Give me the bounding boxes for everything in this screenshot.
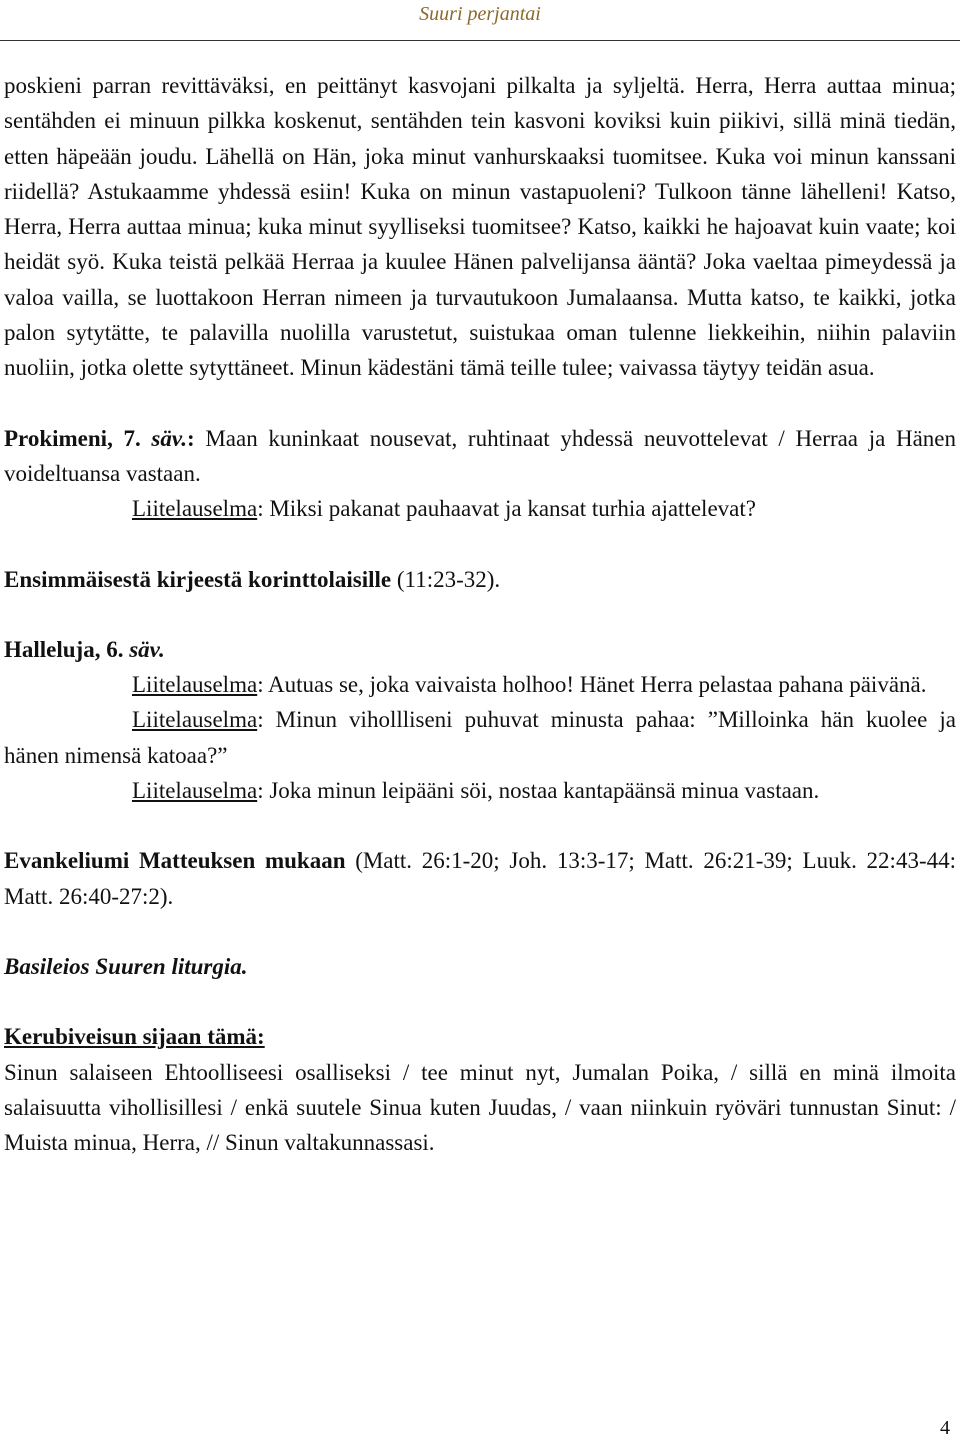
alleluia-tone: säv. (129, 636, 165, 662)
epistle-title: Ensimmäisestä kirjeestä korinttolaisille (4, 566, 392, 592)
alleluia-heading (4, 632, 956, 667)
verse-text: : Joka minun leipääni söi, nostaa kantapäänsä minua vastaan. (257, 778, 820, 804)
header-title: Suuri perjantai (419, 3, 541, 25)
verse-text: : Miksi pakanat pauhaavat ja kansat turhia ajattelevat? (257, 496, 756, 522)
cherubic-text: Sinun salaiseen Ehtoolliseesi osalliseksi / tee minut nyt, Jumalan Poika, / sillä en minä ilmoita salaisuutta vihollisillesi / enkä suutele Sinua kuten Juudas, / vaan niinkuin ryöväri tunnustan Sinut: / Muista minua, Herra, // Sinun valtakunnassasi. (4, 1059, 956, 1156)
alleluia-verse-1 (4, 667, 956, 702)
verse-label: Liitelauselma (132, 778, 258, 804)
prokimeni-colon: : (186, 425, 195, 451)
epistle-ref: (11:23-32). (391, 566, 501, 592)
gospel-title: Evankeliumi Matteuksen mukaan (4, 848, 346, 874)
prokimeni-paragraph (4, 421, 956, 492)
verse-text: : Autuas se, joka vaivaista holhoo! Hänet Herra pelastaa pahana päivänä. (257, 672, 927, 698)
page-content (4, 68, 956, 1160)
spacer (4, 914, 956, 949)
cherubic-heading (4, 1019, 956, 1054)
alleluia-verse-2 (4, 702, 956, 773)
spacer (4, 386, 956, 421)
verse-label: Liitelauselma (132, 707, 258, 733)
epistle-heading (4, 562, 956, 597)
prokimeni-text: Maan kuninkaat nousevat, ruhtinaat yhdessä neuvottelevat / Herraa ja Hänen voideltuansa vastaan. (4, 425, 956, 486)
verse-label: Liitelauselma (132, 672, 258, 698)
spacer (4, 597, 956, 632)
prokimeni-verse (4, 491, 956, 526)
cherubic-title: Kerubiveisun sijaan tämä: (4, 1024, 265, 1050)
gospel-heading (4, 843, 956, 914)
spacer (4, 808, 956, 843)
running-header (0, 0, 960, 40)
gospel-ref: (Matt. 26:1-20; Joh. 13:3-17; Matt. 26:21-39; Luuk. 22:43-44: Matt. 26:40-27:2). (4, 848, 956, 909)
header-rule (0, 40, 960, 41)
alleluia-label: Halleluja, 6. (4, 636, 130, 662)
page-number: 4 (940, 1417, 950, 1439)
prokimeni-tone: säv. (151, 425, 187, 451)
liturgy-title: Basileios Suuren liturgia. (4, 953, 248, 979)
verse-label: Liitelauselma (132, 496, 258, 522)
spacer (4, 984, 956, 1019)
spacer (4, 527, 956, 562)
prokimeni-label: Prokimeni, 7. (4, 425, 152, 451)
alleluia-verse-3 (4, 773, 956, 808)
verse-text: : Minun vihollliseni puhuvat minusta pahaa: ”Milloinka hän kuolee ja hänen nimensä katoaa?” (4, 707, 956, 768)
reading-end-paragraph: poskieni parran revittäväksi, en peittänyt kasvojani pilkalta ja syljeltä. Herra, Herra auttaa minua; sentähden ei minuun pilkka koskenut, sentähden tein kasvoni koviksi kuin piikivi, sillä minä tiedän, etten häpeään joudu. Lähellä on Hän, joka minut vanhurskaaksi tuomitsee. Kuka voi minun kanssani riidellä? Astukaamme yhdessä esiin! Kuka on minun vastapuoleni? Tulkoon tänne lähelleni! Katso, Herra, Herra auttaa minua; kuka minut syylliseksi tuomitsee? Katso, kaikki he hajoavat kuin vaate; koi heidät syö. Kuka teistä pelkää Herraa ja kuulee Hänen palvelijansa ääntä? Joka vaeltaa pimeydessä ja valoa vailla, se luottakoon Herran nimeen ja turvautukoon Jumalaansa. Mutta katso, te kaikki, jotka palon sytytätte, te palavilla nuolilla varustetut, suistukaa oman tulenne liekkeihin, niihin palaviin nuoliin, jotka olette sytyttäneet. Minun kädestäni tämä teille tulee; vaivassa täytyy teidän asua. (4, 73, 956, 381)
